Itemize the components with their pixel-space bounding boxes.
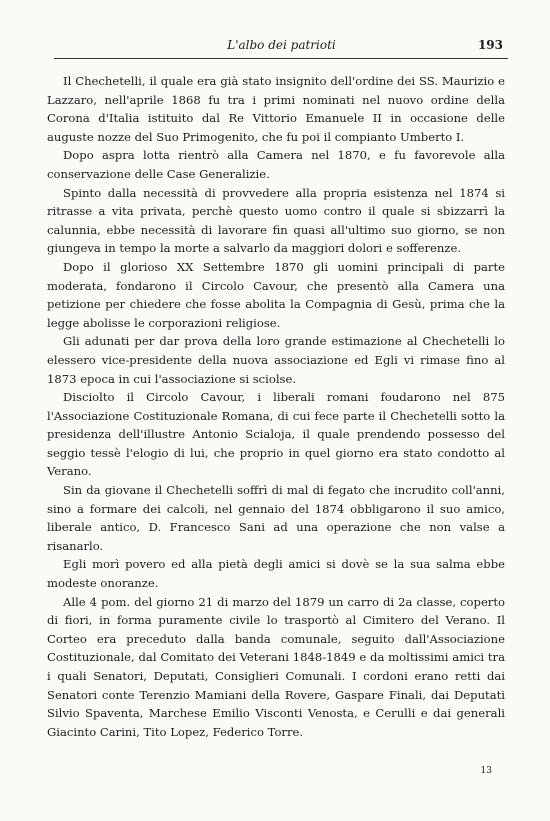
body-text	[47, 72, 505, 741]
paragraph: Gli adunati per dar prova della loro grande estimazione al Chechetelli lo elessero vice-presidente della nuova associazione ed Egli vi rimase fino al 1873 epoca in cui l'associazione si sciolse.	[47, 334, 505, 386]
page-number: 193	[477, 38, 503, 52]
page-header	[60, 38, 503, 58]
paragraph: Il Chechetelli, il quale era già stato insignito dell'ordine dei SS. Maurizio e Lazzaro, nell'aprile 1868 fu tra i primi nominati nel nuovo ordine della Corona d'Italia istituito dal Re Vittorio Emanuele II in occasione delle auguste nozze del Suo Primogenito, che fu poi il compianto Umberto I.	[47, 74, 505, 144]
paragraph: Dopo il glorioso XX Settembre 1870 gli uomini principali di parte moderata, fondarono il Circolo Cavour, che presentò alla Camera una petizione per chiedere che fosse abolita la Compagnia di Gesù, prima che la legge abolisse le corporazioni religiose.	[47, 259, 505, 330]
header-rule	[54, 58, 508, 59]
paragraph: Egli morì povero ed alla pietà degli amici si dovè se la sua salma ebbe modeste onoranze.	[47, 557, 505, 591]
running-title: L'albo dei patrioti	[227, 38, 336, 52]
paragraph: Alle 4 pom. del giorno 21 di marzo del 1879 un carro di 2a classe, coperto di fiori, in forma puramente civile lo trasportò al Cimitero del Verano. Il Corteo era preceduto dalla banda comunale, seguito dall'Associazione Costituzionale, dal Comitato dei Veterani 1848-1849 e da moltissimi amici tra i quali Senatori, Deputati, Consiglieri Comunali. I cordoni erano retti dai Senatori conte Terenzio Mamiani della Rovere, Gaspare Finali, dai Deputati Silvio Spaventa, Marchese Emilio Visconti Venosta, e Cerulli e dai generali Giacinto Carini, Tito Lopez, Federico Torre.	[47, 594, 505, 739]
paragraph: Dopo aspra lotta rientrò alla Camera nel 1870, e fu favorevole alla conservazione delle Case Generalizie.	[47, 148, 505, 181]
paragraph: Disciolto il Circolo Cavour, i liberali romani foudarono nel 875 l'Associazione Costituzionale Romana, di cui fece parte il Chechetelli sotto la presidenza dell'illustre Antonio Scialoja, il quale prendendo possesso del seggio tessè l'elogio di lui, che proprio in quel giorno era stato condotto al Verano.	[47, 390, 505, 479]
signature-mark: 13	[480, 766, 492, 776]
paragraph: Spinto dalla necessità di provvedere alla propria esistenza nel 1874 si ritrasse a vita privata, perchè questo uomo contro il quale si sbizzarrì la calunnia, ebbe necessità di lavorare fin quasi all'ultimo suo giorno, se non giungeva in tempo la morte a salvarlo da maggiori dolori e sofferenze.	[47, 185, 505, 256]
paragraph: Sin da giovane il Chechetelli soffrì di mal di fegato che incrudito coll'anni, sino a formare dei calcoli, nel gennaio del 1874 obbligarono il suo amico, liberale antico, D. Francesco Sani ad una operazione che non valse a risanarlo.	[47, 483, 505, 553]
